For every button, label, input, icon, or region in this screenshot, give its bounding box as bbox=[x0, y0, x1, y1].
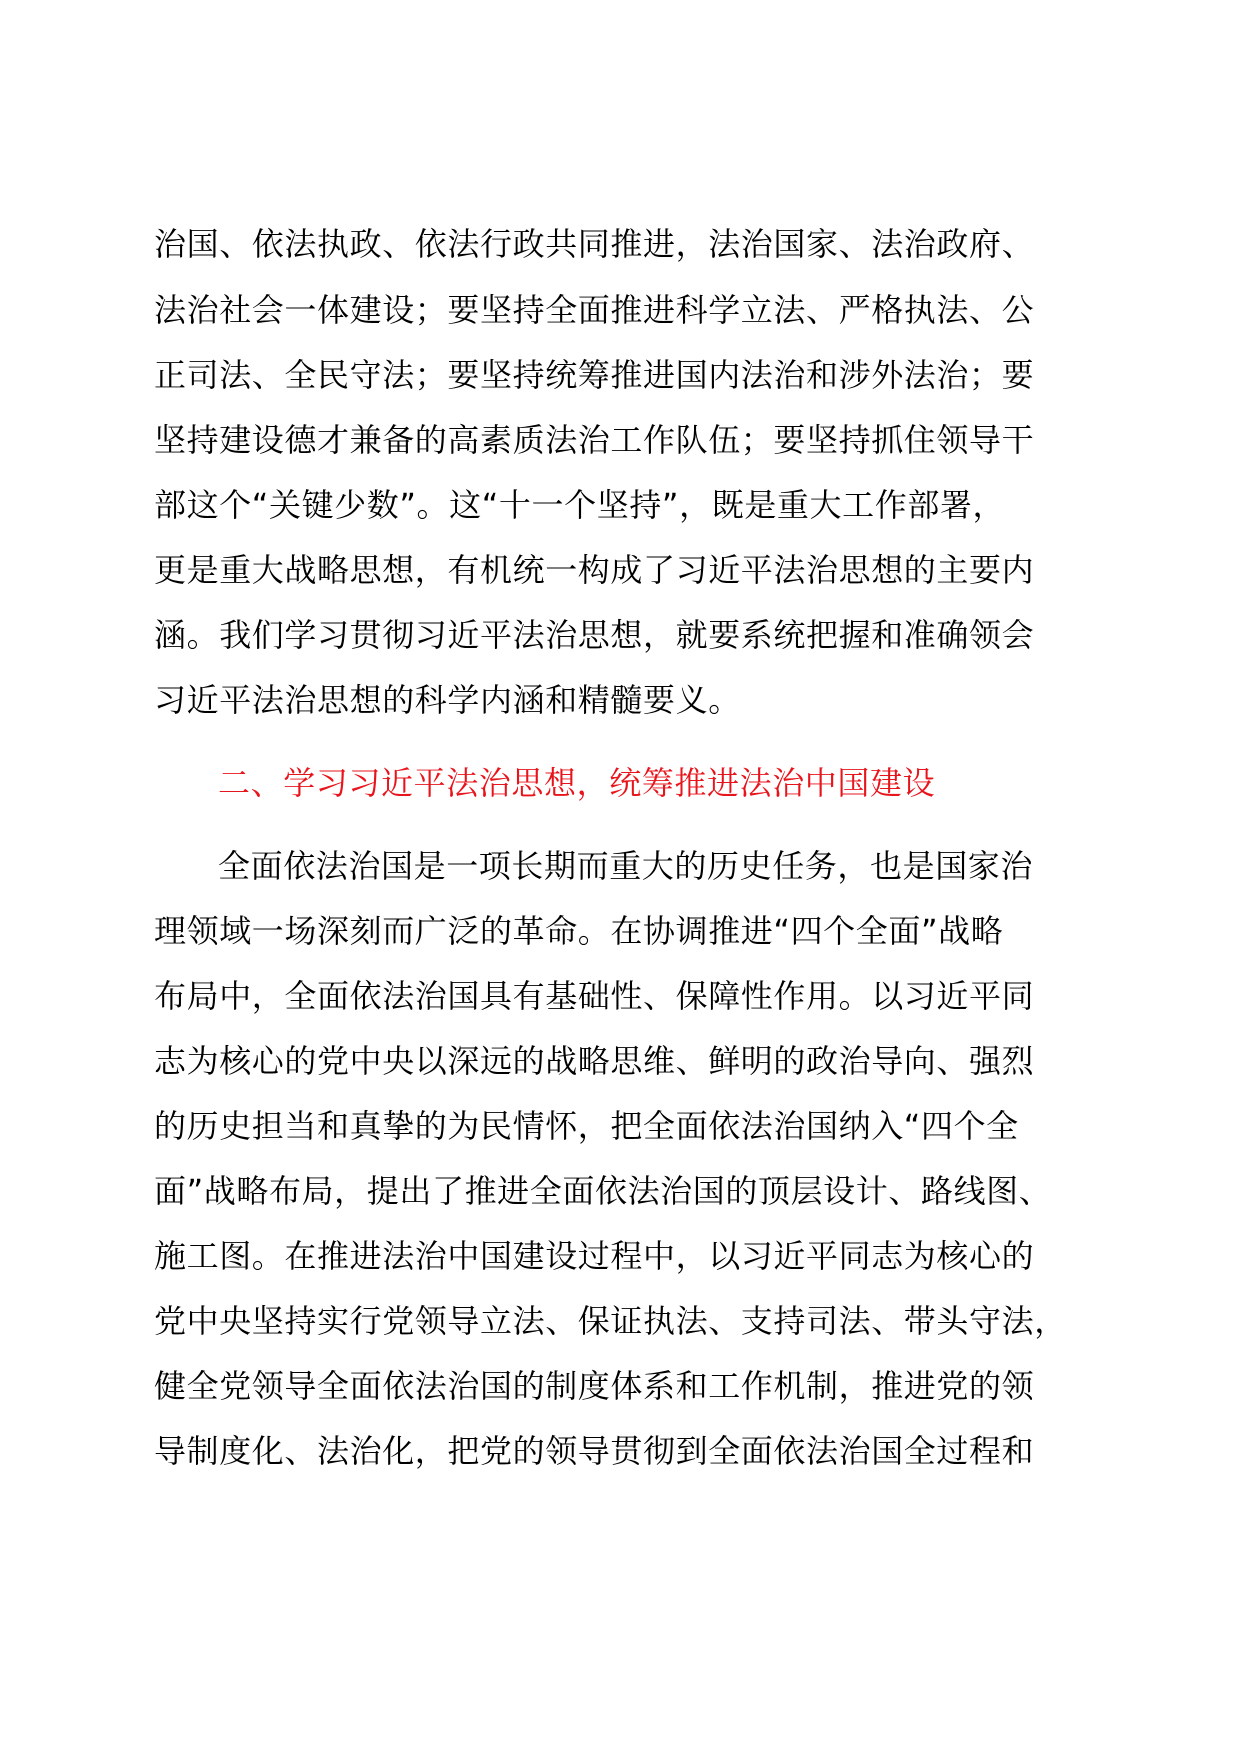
paragraph-line: 理领域一场深刻而广泛的革命。在协调推进“四个全面”战略 bbox=[154, 912, 1004, 950]
paragraph-line: 布局中，全面依法治国具有基础性、保障性作用。以习近平同 bbox=[154, 977, 1035, 1015]
paragraph-line: 导制度化、法治化，把党的领导贯彻到全面依法治国全过程和 bbox=[154, 1432, 1035, 1470]
paragraph-line: 更是重大战略思想，有机统一构成了习近平法治思想的主要内 bbox=[154, 551, 1035, 589]
section-heading: 二、学习习近平法治思想，统筹推进法治中国建设 bbox=[218, 764, 936, 802]
paragraph-line: 施工图。在推进法治中国建设过程中，以习近平同志为核心的 bbox=[154, 1237, 1035, 1275]
paragraph-line: 习近平法治思想的科学内涵和精髓要义。 bbox=[154, 681, 741, 719]
paragraph-line: 部这个“关键少数”。这“十一个坚持”，既是重大工作部署， bbox=[154, 486, 1006, 524]
paragraph-line: 面”战略布局，提出了推进全面依法治国的顶层设计、路线图、 bbox=[154, 1172, 1052, 1210]
paragraph-line: 治国、依法执政、依法行政共同推进，法治国家、法治政府、 bbox=[154, 225, 1035, 263]
paragraph-line: 全面依法治国是一项长期而重大的历史任务，也是国家治 bbox=[218, 847, 1034, 885]
paragraph-line: 坚持建设德才兼备的高素质法治工作队伍；要坚持抓住领导干 bbox=[154, 421, 1035, 459]
paragraph-line: 志为核心的党中央以深远的战略思维、鲜明的政治导向、强烈 bbox=[154, 1042, 1035, 1080]
paragraph-line: 法治社会一体建设；要坚持全面推进科学立法、严格执法、公 bbox=[154, 291, 1035, 329]
paragraph-line: 健全党领导全面依法治国的制度体系和工作机制，推进党的领 bbox=[154, 1367, 1035, 1405]
paragraph-line: 涵。我们学习贯彻习近平法治思想，就要系统把握和准确领会 bbox=[154, 616, 1035, 654]
paragraph-line: 党中央坚持实行党领导立法、保证执法、支持司法、带头守法， bbox=[154, 1302, 1067, 1340]
paragraph-line: 的历史担当和真挚的为民情怀，把全面依法治国纳入“四个全 bbox=[154, 1107, 1019, 1145]
paragraph-line: 正司法、全民守法；要坚持统筹推进国内法治和涉外法治；要 bbox=[154, 356, 1035, 394]
